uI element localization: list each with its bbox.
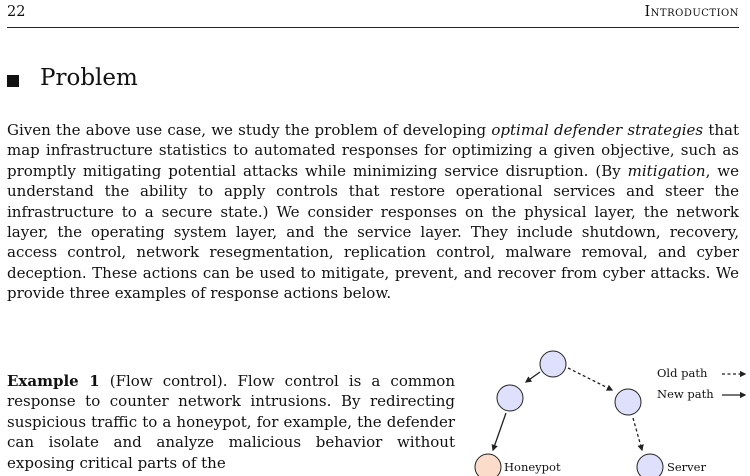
paragraph-text: that map infrastructure statistics to automated responses for optimizing a given objective, such as promptly mitigating potential attacks while minimizing service disruption. (By <box>7 121 739 180</box>
example-paragraph <box>7 371 455 473</box>
old-path-edge <box>568 368 612 390</box>
server-label: Server <box>667 460 706 474</box>
page-number: 22 <box>7 4 26 20</box>
body-paragraph <box>7 120 739 304</box>
network-node <box>615 389 641 415</box>
new-path-edge <box>526 372 540 382</box>
legend-new-path-label: New path <box>657 387 714 401</box>
chapter-title: Introduction <box>644 4 739 20</box>
network-node <box>497 385 523 411</box>
honeypot-label: Honeypot <box>504 460 561 474</box>
legend-old-path-label: Old path <box>657 366 708 380</box>
header-rule <box>7 27 739 28</box>
square-bullet-icon <box>7 75 19 87</box>
server-node <box>637 454 663 476</box>
example-label: Example 1 <box>7 372 100 390</box>
paragraph-text: Given the above use case, we study the problem of developing <box>7 121 492 139</box>
paragraph-text: , we understand the ability to apply controls that restore operational services and steer the infrastructure to a secure state.) We consider responses on the physical layer, the network layer, the operating system layer, and the service layer. They include shutdown, recovery, access control, network resegmentation, replication control, malware removal, and cyber deception. These actions can be used to mitigate, prevent, and recover from cyber attacks. We provide three examples of response actions below. <box>7 161 739 303</box>
emphasis-text: optimal defender strategies <box>491 121 704 139</box>
old-path-edge <box>633 418 642 450</box>
example-text: (Flow control). Flow control is a common response to counter network intrusions. By redirecting suspicious traffic to a honeypot, for example, the defender can isolate and analyze malicious behavior without exposing critical parts of the <box>7 372 455 472</box>
section-title: Problem <box>40 65 138 91</box>
running-header <box>7 4 739 24</box>
emphasis-text: mitigation <box>627 161 706 180</box>
new-path-edge <box>493 413 506 450</box>
flow-control-figure <box>470 350 750 476</box>
honeypot-node <box>475 454 501 476</box>
network-node <box>540 351 566 377</box>
network-diagram <box>470 350 750 476</box>
